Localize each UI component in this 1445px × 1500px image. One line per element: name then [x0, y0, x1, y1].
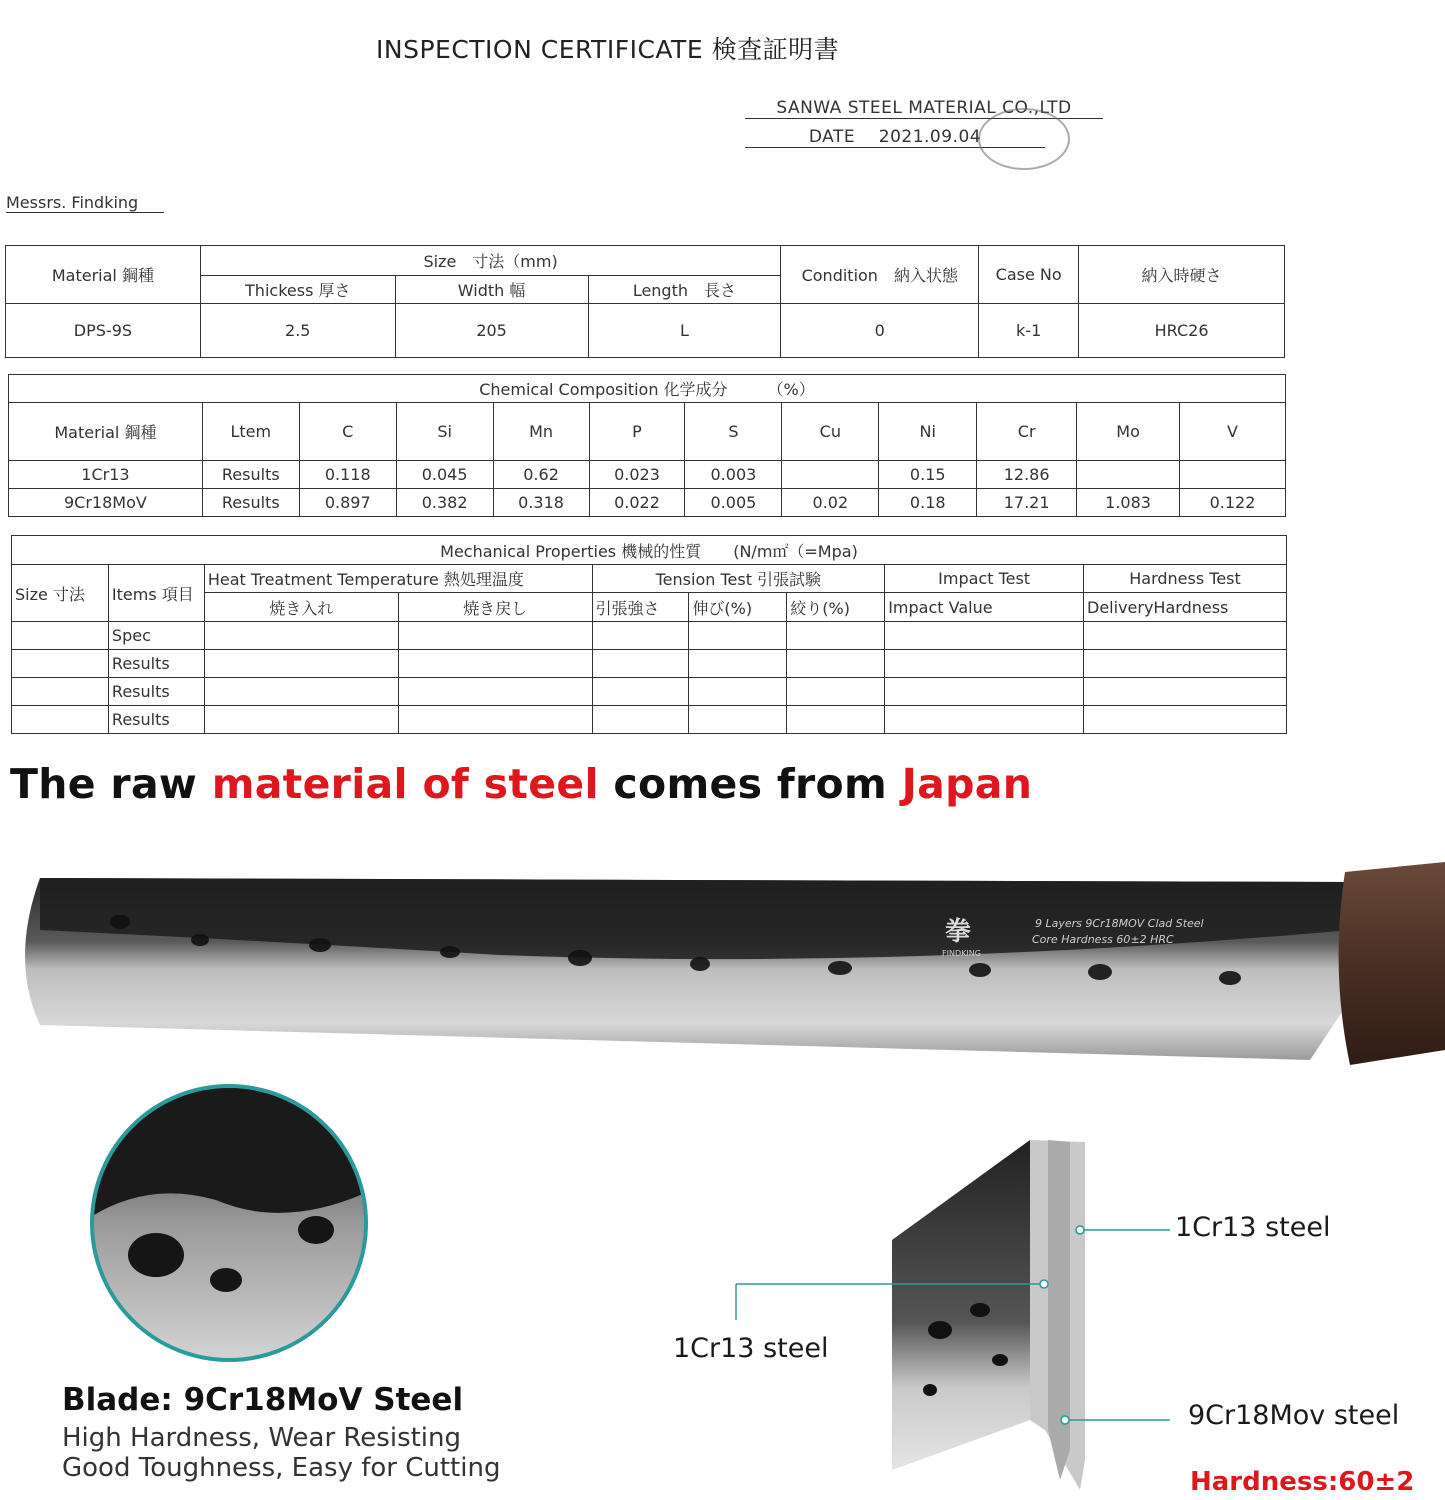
certificate-title: INSPECTION CERTIFICATE 検査証明書	[376, 35, 840, 64]
chem-cell: Results	[202, 489, 299, 517]
blade-feature-line: High Hardness, Wear Resisting	[62, 1423, 462, 1453]
hardness-value: HRC26	[1079, 304, 1285, 358]
size-header: Size 寸法（mm)	[200, 246, 781, 276]
table-row	[12, 622, 1287, 650]
chem-cell: 0.023	[589, 461, 685, 489]
chem-header: Mo	[1077, 403, 1180, 461]
chemical-table	[8, 374, 1286, 517]
chem-cell: 0.18	[879, 489, 977, 517]
chem-cell: 0.005	[685, 489, 782, 517]
table-row	[12, 706, 1287, 734]
knife-blade-image	[0, 860, 1445, 1070]
chem-cell: 17.21	[977, 489, 1077, 517]
chemical-title: Chemical Composition 化学成分 （%）	[9, 375, 1286, 403]
case-header: Case No	[979, 246, 1079, 304]
messrs-line: Messrs. Findking	[6, 193, 164, 213]
mech-row-label: Results	[108, 650, 204, 678]
headline-part: comes from	[598, 760, 902, 808]
chem-cell: 12.86	[977, 461, 1077, 489]
mech-items-header: Items 項目	[108, 565, 204, 622]
table-row	[12, 678, 1287, 706]
mech-row-label: Spec	[108, 622, 204, 650]
chem-cell: 0.382	[396, 489, 493, 517]
table-row	[6, 304, 1285, 358]
mech-subheader: 焼き戻し	[398, 593, 592, 622]
mech-size-header: Size 寸法	[12, 565, 109, 622]
width-value: 205	[395, 304, 588, 358]
chem-header: Ni	[879, 403, 977, 461]
mech-row-label: Results	[108, 678, 204, 706]
chem-header: P	[589, 403, 685, 461]
table-row	[9, 461, 1286, 489]
impact-header: Impact Test	[885, 565, 1084, 593]
chem-header: S	[685, 403, 782, 461]
layer-leader-lines	[730, 1220, 1190, 1430]
layer-label-core: 9Cr18Mov steel	[1188, 1400, 1400, 1431]
chem-cell: 0.02	[782, 489, 879, 517]
knife-engraving-line: 9 Layers 9Cr18MOV Clad Steel	[1035, 917, 1204, 930]
thickness-value: 2.5	[200, 304, 395, 358]
hardness-label: Hardness:60±2	[1190, 1467, 1415, 1497]
mechanical-title: Mechanical Properties 機械的性質 (N/m㎡（=Mpa)	[12, 536, 1287, 565]
chem-cell: 0.897	[299, 489, 396, 517]
material-header: Material 鋼種	[6, 246, 201, 304]
mech-subheader: 伸び(%)	[689, 593, 787, 622]
company-stamp	[978, 108, 1070, 170]
chem-cell: 0.122	[1180, 489, 1286, 517]
chem-cell	[1180, 461, 1286, 489]
hardness-header: 納入時硬さ	[1079, 246, 1285, 304]
hardness-test-header: Hardness Test	[1084, 565, 1287, 593]
knife-logo: 拳	[945, 917, 972, 947]
condition-header: Condition 納入状態	[781, 246, 979, 304]
table-row	[9, 489, 1286, 517]
chem-cell: Results	[202, 461, 299, 489]
condition-value: 0	[781, 304, 979, 358]
mech-subheader: DeliveryHardness	[1084, 593, 1287, 622]
material-value: DPS-9S	[6, 304, 201, 358]
chem-header: Cu	[782, 403, 879, 461]
date-value: 2021.09.04	[878, 127, 982, 147]
chem-cell: 0.003	[685, 461, 782, 489]
chem-cell: 0.118	[299, 461, 396, 489]
headline-part: The raw	[10, 760, 212, 808]
thickness-header: Thickess 厚さ	[200, 276, 395, 304]
chem-header: C	[299, 403, 396, 461]
length-header: Length 長さ	[588, 276, 781, 304]
chem-cell: 0.022	[589, 489, 685, 517]
chem-cell: 1.083	[1077, 489, 1180, 517]
knife-engraving-line: Core Hardness 60±2 HRC	[1032, 933, 1174, 946]
width-header: Width 幅	[395, 276, 588, 304]
headline-highlight: Japan	[901, 760, 1033, 808]
mech-subheader: 絞り(%)	[787, 593, 885, 622]
company-name: SANWA STEEL MATERIAL CO.,LTD	[745, 98, 1103, 119]
blade-closeup-image	[86, 1080, 372, 1366]
chem-cell: 0.15	[879, 461, 977, 489]
blade-feature-line: Good Toughness, Easy for Cutting	[62, 1453, 501, 1483]
chem-header: Si	[396, 403, 493, 461]
date-label: DATE	[808, 127, 856, 147]
chem-header: Mn	[493, 403, 589, 461]
chem-header: Cr	[977, 403, 1077, 461]
mech-subheader: 焼き入れ	[204, 593, 398, 622]
mechanical-table	[11, 535, 1287, 734]
chem-header: V	[1180, 403, 1286, 461]
length-value: L	[588, 304, 781, 358]
tension-header: Tension Test 引張試験	[592, 565, 885, 593]
layer-label-outer-left: 1Cr13 steel	[673, 1333, 829, 1364]
mech-subheader: Impact Value	[885, 593, 1084, 622]
knife-logo-text: FINDKING	[942, 949, 981, 958]
heat-treatment-header: Heat Treatment Temperature 熱処理温度	[204, 565, 592, 593]
chem-cell: 9Cr18MoV	[9, 489, 203, 517]
chem-cell	[1077, 461, 1180, 489]
mech-subheader: 引張強さ	[592, 593, 689, 622]
case-value: k-1	[979, 304, 1079, 358]
blade-title: Blade: 9Cr18MoV Steel	[62, 1382, 464, 1418]
chem-header: Material 鋼種	[9, 403, 203, 461]
table-row	[12, 650, 1287, 678]
chem-cell: 0.318	[493, 489, 589, 517]
chem-cell: 0.62	[493, 461, 589, 489]
layer-label-outer-right: 1Cr13 steel	[1175, 1212, 1331, 1243]
headline	[10, 760, 1032, 808]
chem-cell	[782, 461, 879, 489]
chem-cell: 1Cr13	[9, 461, 203, 489]
chem-header: Ltem	[202, 403, 299, 461]
headline-highlight: material of steel	[211, 760, 599, 808]
chem-cell: 0.045	[396, 461, 493, 489]
size-table	[5, 245, 1285, 358]
mech-row-label: Results	[108, 706, 204, 734]
